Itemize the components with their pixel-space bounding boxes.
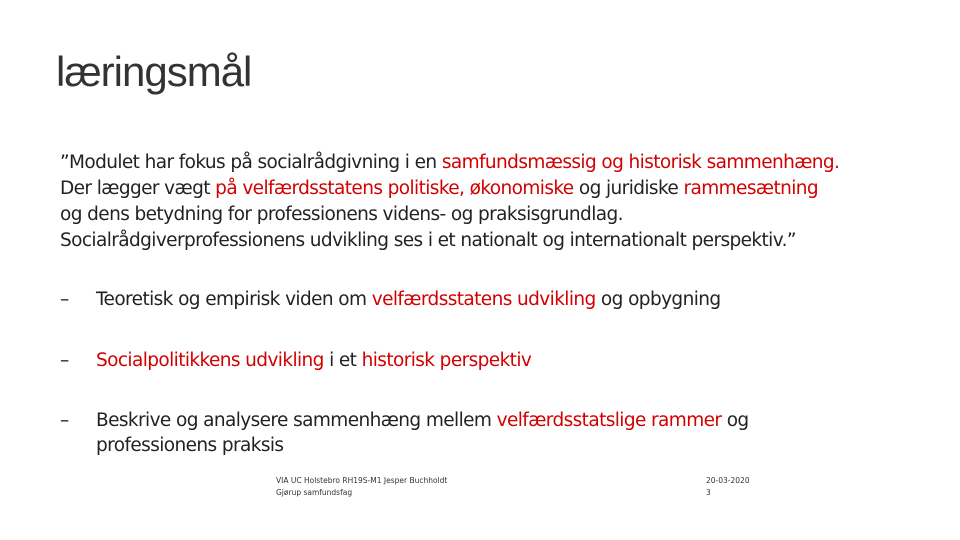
- text-segment: og juridiske: [573, 178, 684, 199]
- text-segment: og dens betydning for professionens videns- og praksisgrundlag.: [60, 204, 623, 225]
- highlighted-text: Socialpolitikkens udvikling: [96, 350, 324, 371]
- footer-author: VIA UC Holstebro RH19S-M1 Jesper Buchholdt: [276, 476, 448, 485]
- bullet-dash: –: [60, 410, 69, 431]
- highlighted-text: velfærdsstatslige rammer: [496, 410, 722, 431]
- highlighted-text: rammesætning: [683, 178, 819, 199]
- footer-subject: Gjørup samfundsfag: [276, 488, 353, 497]
- bullet-text: [96, 287, 876, 312]
- text-segment: og opbygning: [595, 289, 721, 310]
- module-quote: [60, 150, 940, 254]
- text-segment: Teoretisk og empirisk viden om: [96, 289, 372, 310]
- slide-number: 3: [706, 488, 711, 497]
- text-segment: Der lægger vægt: [60, 178, 216, 199]
- text-segment: i et: [323, 350, 362, 371]
- bullet-dash: –: [60, 289, 69, 310]
- text-segment: Beskrive og analysere sammenhæng mellem: [96, 410, 497, 431]
- text-segment: Socialrådgiverprofessionens udvikling ses i et nationalt og internationalt perspektiv.”: [60, 230, 796, 251]
- highlighted-text: historisk perspektiv: [361, 350, 532, 371]
- text-segment: og professionens praksis: [96, 410, 749, 456]
- bullet-dash: –: [60, 350, 69, 371]
- highlighted-text: velfærdsstatens udvikling: [371, 289, 596, 310]
- bullet-text: [96, 408, 816, 458]
- highlighted-text: på velfærdsstatens politiske, økonomiske: [215, 178, 574, 199]
- highlighted-text: samfundsmæssig og historisk sammenhæng.: [441, 152, 840, 173]
- text-segment: ”Modulet har fokus på socialrådgivning i en: [60, 152, 442, 173]
- footer-date: 20-03-2020: [706, 476, 750, 485]
- bullet-text: [96, 348, 876, 373]
- slide-title: læringsmål: [56, 48, 252, 95]
